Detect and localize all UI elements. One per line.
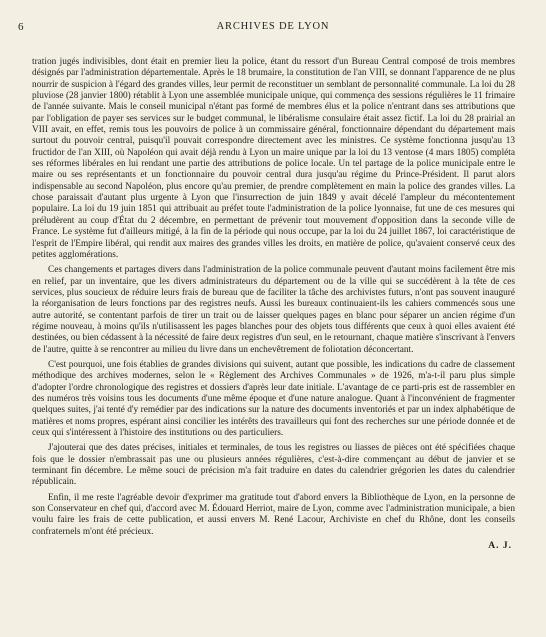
paragraph-1: tration jugés indivisibles, dont était en premier lieu la police, étant du ressort d'un Bureau Central composé de trois membres désignés par l'administration départementale. Après le 18 brumaire, la constitution de l'an VIII, se donnant l'apparence de ne plus nourrir de suspicion à l'égard des grandes villes, leur permit de reconstituer un semblant de personnalité communale. La loi du 28 pluviose (28 janvier 1800) rétablit à Lyon une assemblée municipale unique, qui commença des sessions régulières le 11 frimaire de l'année suivante. Mais le conseil municipal n'étant pas formé de membres élus et la police n'entrant dans ses attributions que par l'obligation de payer ses services sur le budget communal, le libéralisme consulaire était assez fictif. La loi du 28 prairial an VIII avait, en effet, remis tous les pouvoirs de police à un commissaire général, fonctionnaire dépendant du département mais surtout du pouvoir central, puisqu'il pouvait correspondre directement avec les ministres. Ce système fonctionna jusqu'au 13 fructidor de l'an XIII, où Napoléon qui avait déjà rendu à Lyon un maire unique par la loi du 13 ventose (4 mars 1805) compléta ses réformes libérales en lui rendant une partie des attributions de police locale. Un tel partage de la police municipale entre le maire ou ses représentants et un fonctionnaire du pouvoir central dura jusqu'au régime du Prince-Président. Il parut alors indispensable au second Napoléon, plus encore qu'au premier, de prendre complètement en main la police des grandes villes. La chose paraissait d'autant plus urgente à Lyon que l'insurrection de juin 1849 y avait décelé l'ampleur du mécontentement populaire. La loi du 19 juin 1851 qui attribuait au préfet toute l'administration de la police lyonnaise, fut une de ces mesures qui préludèrent au coup d'État du 2 décembre, en permettant de prévenir tout mouvement d'opposition dans la seconde ville de France. Le système fut d'ailleurs mitigé, à la fin de la période qui nous occupe, par la loi du 24 juillet 1867, loi caractéristique de l'esprit de l'Empire libéral, qui rendit aux maires des grandes villes les droits, en matière de police, qu'avaient conservé ceux des petites agglomérations. [32,57,515,260]
page-number: 6 [18,21,24,33]
paragraph-5: Enfin, il me reste l'agréable devoir d'exprimer ma gratitude tout d'abord envers la Bibliothèque de Lyon, en la personne de son Conservateur en chef qui, d'accord avec M. Édouard Herriot, maire de Lyon, comme avec l'administration municipale, a bien voulu faire les frais de cette publication, et aussi envers M. René Lacour, Archiviste en chef du Rhône, dont les conseils confraternels m'ont été précieux. [32,492,515,537]
page-header [18,21,528,37]
running-title: ARCHIVES DE LYON [216,21,330,32]
paragraph-3: C'est pourquoi, une fois établies de grandes divisions qui suivent, autant que possible, les indications du cadre de classement méthodique des archives modernes, selon le « Règlement des Archives Communales » de 1926, m'a-t-il paru plus simple d'adopter l'ordre chronologique des registres et dossiers d'après leur date initiale. L'avantage de ce parti-pris est de rassembler en des numéros très voisins tous les documents d'une même époque et d'une nature analogue. Quant à l'inconvénient de fragmenter quelques suites, j'ai tenté d'y remédier par des indications sur la nature des documents inventoriés et par un index alphabétique de matières et noms propres, espérant ainsi concilier les intérêts des travailleurs qui font des recherches sur une période donnée et de ceux qui s'intéressent à l'histoire des institutions ou des particuliers. [32,359,515,438]
author-initials: A. J. [488,541,512,551]
body-text [32,57,515,542]
paragraph-2: Ces changements et partages divers dans l'administration de la police communale peuvent d'autant moins facilement être mis en relief, par un inventaire, que les divers administrateurs du département ou de la ville qui se succédèrent à la tête de ces services, plus soucieux de réduire leurs frais de bureau que de faciliter la tâche des archivistes futurs, n'ont pas souvent inauguré la réorganisation de leurs fonctions par des registres neufs. Aussi les bureaux continuaient-ils les cahiers commencés sous une autre autorité, se contentant parfois de tirer un trait ou de laisser quelques pages en blanc pour séparer un ancien régime d'un régime nouveau, à moins qu'ils n'utilisassent les pages blanches pour des objets tous différents que ceux à quoi elles avaient été destinées, ou bien cédassent à la nécessité de faire deux registres d'un seul, en le retournant, chaque matière s'inscrivant à l'envers de l'autre, quitte à se rencontrer au milieu du livre dans un enchevêtrement de foliotation déconcertant. [32,265,515,355]
paragraph-4: J'ajouterai que des dates précises, initiales et terminales, de tous les registres ou liasses de pièces ont été spécifiées chaque fois que le dossier n'embrassait pas une ou plusieurs années régulières, c'est-à-dire commençant au début de janvier et se terminant fin décembre. Le même souci de précision m'a fait traduire en dates du calendrier grégorien les dates du calendrier républicain. [32,443,515,488]
